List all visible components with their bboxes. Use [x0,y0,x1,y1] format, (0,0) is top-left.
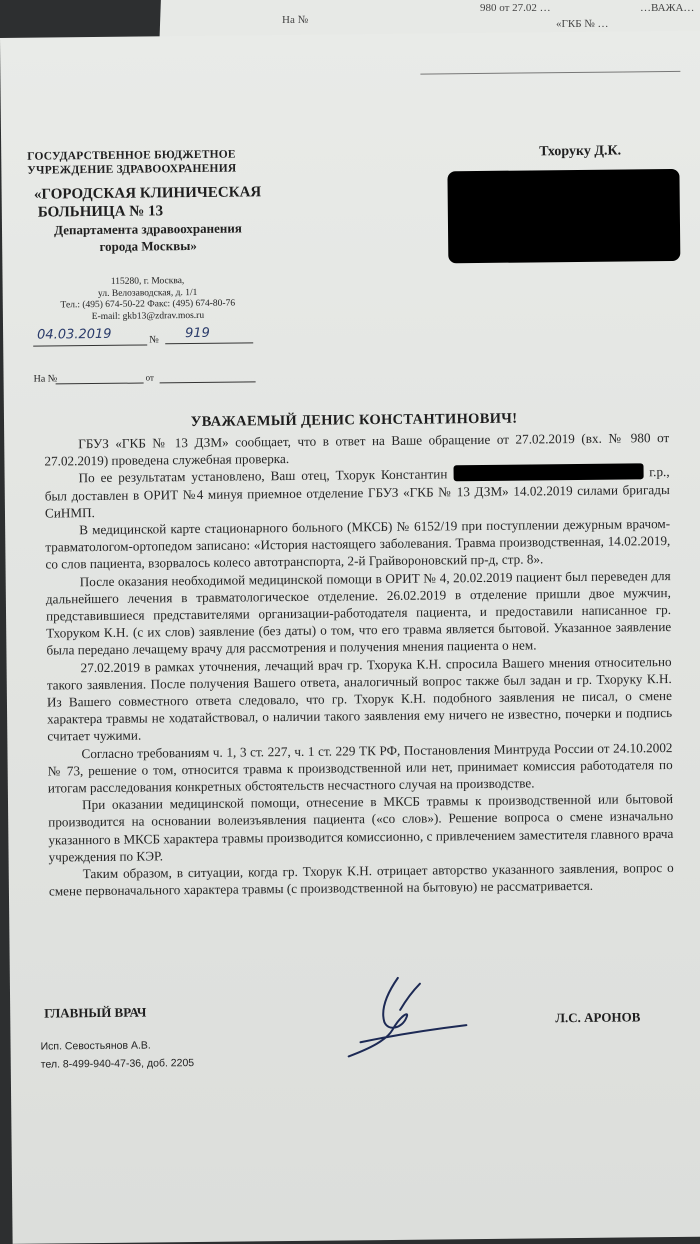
back-page-text: На № [282,14,309,26]
org-line: ГОСУДАРСТВЕННОЕ БЮДЖЕТНОЕ [27,148,236,163]
registration-date: 04.03.2019 [33,326,147,346]
address-line: 115280, г. Москва, [110,276,185,287]
org-department: города Москвы» [99,237,197,254]
reference-from-label: от [145,372,154,383]
redacted-text [453,464,643,482]
registration-number: 919 [165,325,253,344]
paragraph: ГБУЗ «ГКБ № 13 ДЗМ» сообщает, что в ответ на Ваше обращение от 27.02.2019 (вх. № 980 от 27.02.2019) проведена служебная проверка. [44,430,670,469]
org-name: БОЛЬНИЦА № 13 [37,203,164,221]
paragraph: Таким образом, в ситуации, когда гр. Тхорук К.Н. отрицает авторство указанного заявления, вопрос о смене первоначального характера травмы (с производственной на бытовую) не рассматривается. [48,860,674,899]
paragraph-text: г.р., был доставлен в ОРИТ №4 минуя приемное отделение ГБУЗ «ГКБ № 13 ДЗМ» 14.02.2019 силами бригады СиНМП. [44,464,670,521]
handwritten-signature [340,969,471,1060]
email: E-mail: gkb13@zdrav.mos.ru [91,310,205,322]
executor-name: Исп. Севостьянов А.В. [40,1039,151,1053]
paragraph: Согласно требованиям ч. 1, 3 ст. 227, ч. 1 ст. 229 ТК РФ, Постановления Минтруда России от 24.10.2002 № 73, решение о том, относится травма к производственной или нет, принимает комиссия работодателя по итогам расследования конкретных обстоятельств несчастного случая на производстве. [47,739,673,796]
back-page-text: …ВАЖА… [640,2,695,14]
sender-address [43,275,253,323]
paragraph: После оказания необходимой медицинской помощи в ОРИТ № 4, 20.02.2019 пациент был переведен для дальнейшего лечения в травматологическое отделение. 26.02.2019 в отделение пришли двое мужчин, представившиеся представителями организации-работодателя пациента, и предоставили написанное гр. Тхоруком К.Н. (с их слов) заявление (без даты) о том, что его травма является бытовой. Указанное заявление была передано лечащему врачу для рассмотрения и получения мнения пациента о нем. [45,567,672,658]
paragraph: В медицинской карте стационарного больного (МКСБ) № 6152/19 при поступлении дежурным врачом-травматологом-ортопедом записано: «История настоящего заболевания. Травма производственная, 14.02.2019, со слов пациента, взорвалось колесо автотранспорта, 2-й Грайвороновский пр-д, стр. 8». [45,516,671,572]
org-line: УЧРЕЖДЕНИЕ ЗДРАВООХРАНЕНИЯ [27,162,237,177]
registration-number-label: № [149,334,159,346]
sender-organization [27,147,268,256]
addressee: Тхоруку Д.К. [539,143,622,160]
salutation: УВАЖАЕМЫЙ ДЕНИС КОНСТАНТИНОВИЧ! [190,410,518,431]
letter-page [0,31,700,1244]
back-page-text: 980 от 27.02 … [480,2,551,14]
signatory-name: Л.С. АРОНОВ [555,1009,641,1026]
org-department: Департамента здравоохранения [54,220,242,238]
letter-body [44,429,674,900]
redacted-address-block [447,169,680,263]
header-rule [420,71,680,75]
paragraph-text: По ее результатам установлено, Ваш отец, Тхорук Константин [78,466,448,486]
org-name: «ГОРОДСКАЯ КЛИНИЧЕСКАЯ [33,184,262,203]
back-page-text: «ГКБ № … [556,18,609,30]
executor-phone: тел. 8-499-940-47-36, доб. 2205 [40,1057,195,1071]
paragraph [45,463,671,521]
reference-label: На № [33,373,58,385]
address-line: ул. Велозаводская, д. 1/1 [97,287,198,299]
reference-number-line [56,383,144,385]
signatory-title: ГЛАВНЫЙ ВРАЧ [44,1004,147,1021]
paragraph: 27.02.2019 в рамках уточнения, лечащий врач гр. Тхорука К.Н. спросила Вашего мнения относительно такого заявления. После получения Вашего ответа, аналогичный вопрос также был задан и гр. Тхоруку К.Н. Из Вашего совместного ответа следовало, что гр. Тхорук К.Н. подобного заявления не писал, о смене характера травмы не ходатайствовал, о наличии такого заявления ему ничего не известно, почерки и подпись считает чужими. [46,653,673,744]
paragraph: При оказании медицинской помощи, отнесение в МКСБ травмы к производственной или бытовой производится на основании волеизъявления пациента («со слов»). Решение вопроса о смене изначально указанного в МКСБ характера травмы производится комиссионно, с привлечением заместителя главного врача учреждения по КЭР. [48,791,674,865]
phone-fax: Тел.: (495) 674-50-22 Факс: (495) 674-80-76 [60,298,236,311]
executor-info [40,1036,194,1074]
reference-date-line [160,381,256,383]
